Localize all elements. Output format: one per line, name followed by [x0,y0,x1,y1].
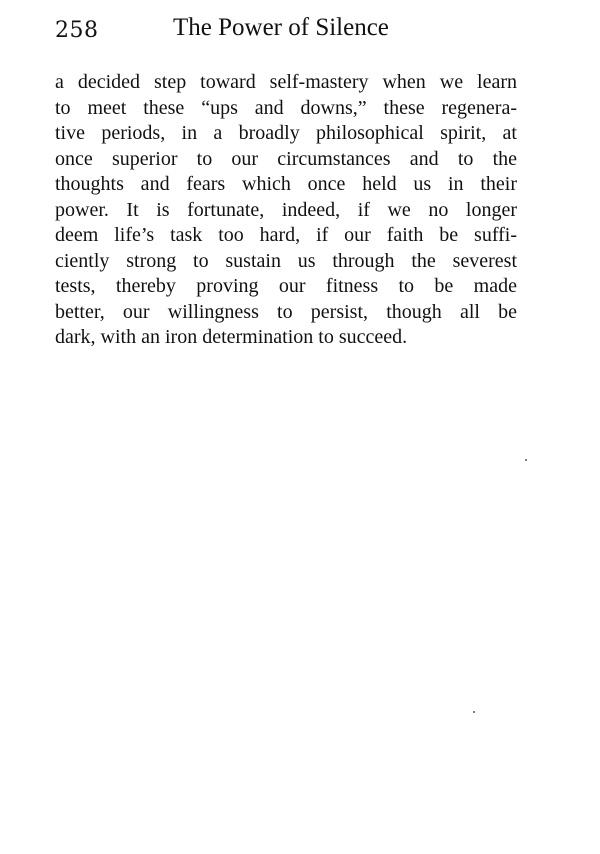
text-line: deem life’s task too hard, if our faith be suffi- [55,224,517,246]
text-line: ciently strong to sustain us through the severest [55,249,517,272]
text-line: a decided step toward self-mastery when we learn [55,71,517,93]
text-line: power. It is fortunate, indeed, if we no longer [55,198,517,221]
text-line: better, our willingness to persist, though all be [55,300,517,323]
text-line: thoughts and fears which once held us in their [55,173,517,195]
scan-speck [525,459,527,461]
scan-speck [473,711,475,713]
text-line: once superior to our circumstances and to the [55,147,517,170]
text-line: tests, thereby proving our fitness to be made [55,275,517,297]
text-line: dark, with an iron determination to succeed. [55,326,408,348]
text-line: to meet these “ups and downs,” these regenera- [55,96,517,119]
running-title: The Power of Silence [173,14,389,41]
page-number: 258 [55,18,99,43]
text-line: tive periods, in a broadly philosophical spirit, at [55,122,517,144]
body-paragraph [55,70,517,351]
page-header [55,14,515,50]
